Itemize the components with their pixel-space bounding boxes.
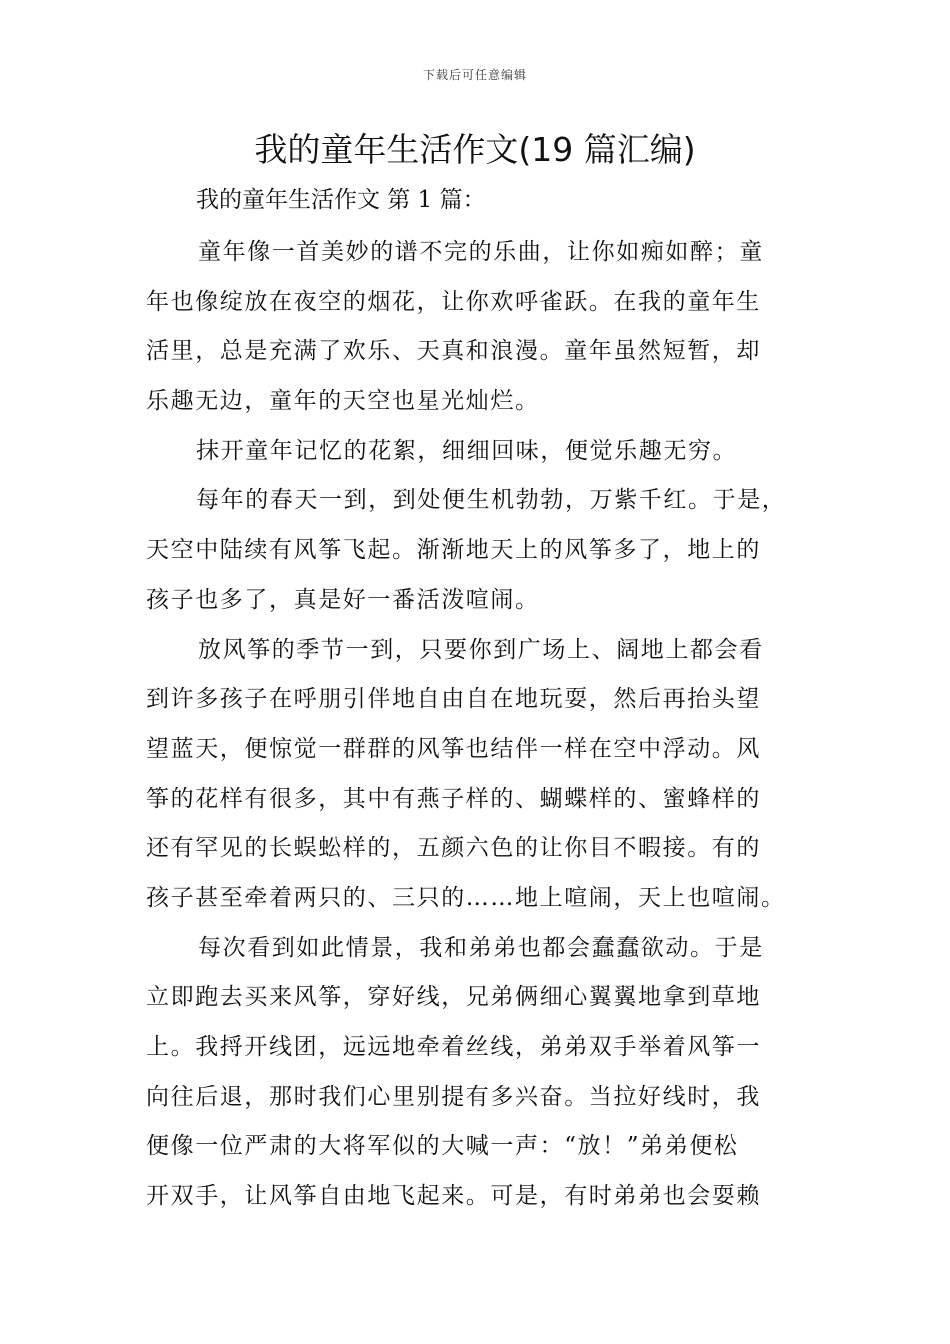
paragraph-line: 放风筝的季节一到，只要你到广场上、阔地上都会看 [198,636,764,663]
paragraph-line: 望蓝天，便惊觉一群群的风筝也结伴一样在空中浮动。风 [146,735,761,762]
document-title: 我的童年生活作文(19 篇汇编) [254,130,696,169]
paragraph-line: 每次看到如此情景，我和弟弟也都会蠢蠢欲动。于是 [198,934,764,961]
paragraph-line: 上。我捋开线团，远远地牵着丝线，弟弟双手举着风筝一 [146,1034,761,1060]
paragraph-line: 年也像绽放在夜空的烟花，让你欢呼雀跃。在我的童年生 [146,288,761,315]
section-subtitle: 我的童年生活作文 第 1 篇： [196,187,486,213]
paragraph-line: 天空中陆续有风筝飞起。渐渐地天上的风筝多了，地上的 [146,537,761,564]
paragraph-line: 抹开童年记忆的花絮，细细回味，便觉乐趣无穷。 [196,437,738,464]
paragraph-line: 童年像一首美妙的谱不完的乐曲，让你如痴如醉；童 [198,239,764,265]
paragraph-line: 向往后退，那时我们心里别提有多兴奋。当拉好线时，我 [146,1083,761,1110]
paragraph-line: 每年的春天一到，到处便生机勃勃，万紫千红。于是， [196,487,787,514]
paragraph-line: 到许多孩子在呼朋引伴地自由自在地玩耍，然后再抬头望 [146,686,761,713]
paragraph-line: 乐趣无边，童年的天空也星光灿烂。 [146,388,540,415]
paragraph-line: 筝的花样有很多，其中有燕子样的、蝴蝶样的、蜜蜂样的 [146,785,761,812]
paragraph-line: 开双手，让风筝自由地飞起来。可是，有时弟弟也会耍赖 [146,1183,761,1210]
paragraph-line: 孩子甚至牵着两只的、三只的……地上喧闹，天上也喧闹。 [146,884,786,911]
paragraph-line: 活里，总是充满了欢乐、天真和浪漫。童年虽然短暂，却 [146,338,761,365]
header-note: 下载后可任意编辑 [422,68,527,82]
paragraph-line: 孩子也多了，真是好一番活泼喧闹。 [146,586,540,613]
paragraph-line: 还有罕见的长蜈蚣样的，五颜六色的让你目不暇接。有的 [146,835,761,862]
paragraph-line: 立即跑去买来风筝，穿好线，兄弟俩细心翼翼地拿到草地 [146,984,761,1011]
document-body [146,228,810,1222]
paragraph-line: 便像一位严肃的大将军似的大喊一声：“放！”弟弟便松 [146,1133,739,1160]
